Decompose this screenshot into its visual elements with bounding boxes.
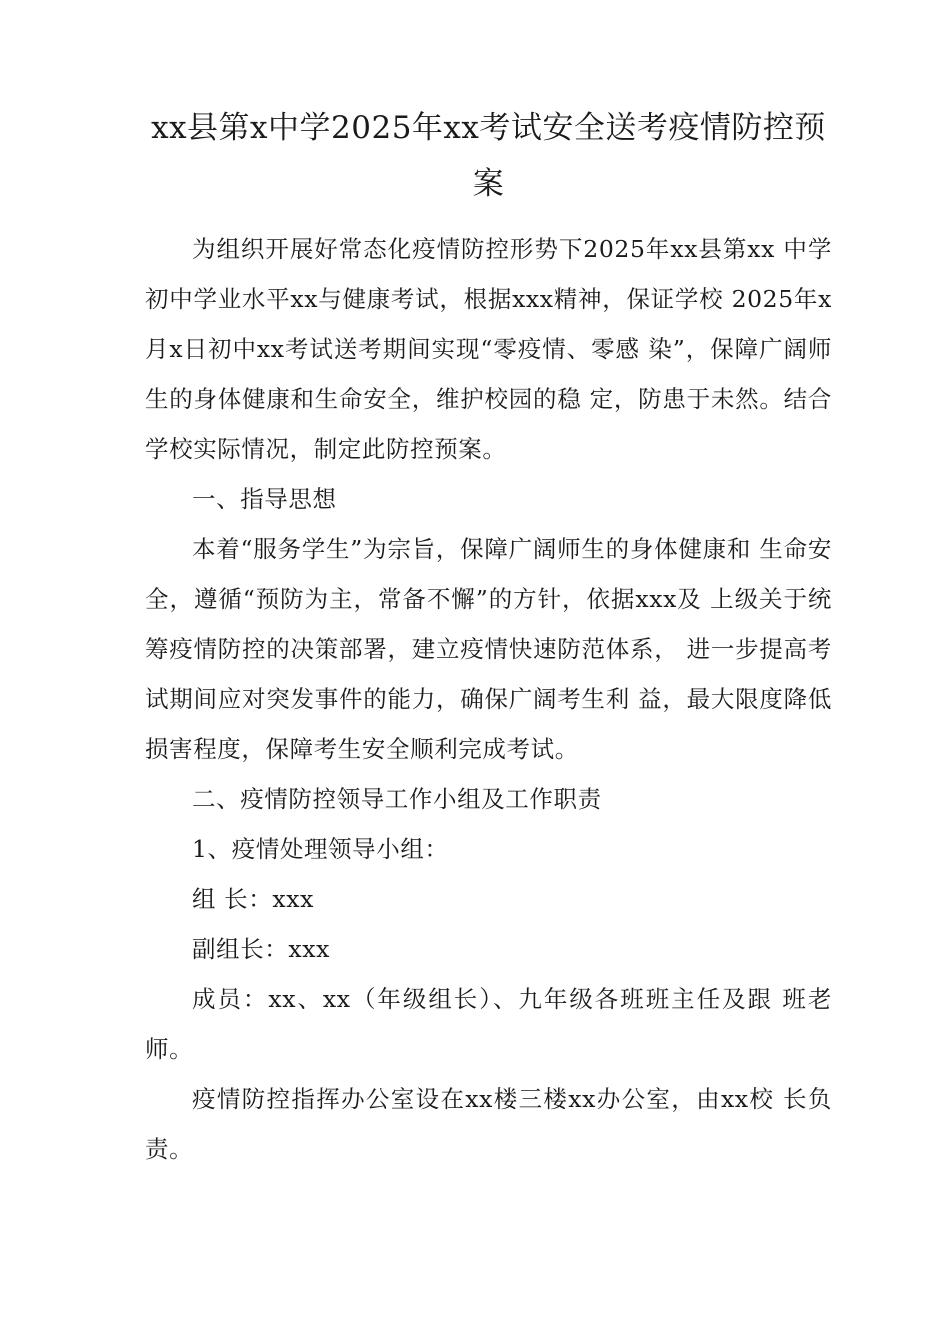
deputy-leader-line: 副组长：xxx bbox=[192, 935, 330, 963]
section-heading-guiding-ideology: 一、指导思想 bbox=[192, 485, 337, 513]
subsection-heading-leadership-group: 1、疫情处理领导小组： bbox=[192, 835, 449, 863]
office-paragraph: 疫情防控指挥办公室设在xx楼三楼xx办公室，由xx校 长负责。 bbox=[145, 1085, 832, 1163]
intro-paragraph: 为组织开展好常态化疫情防控形势下2025年xx县第xx 中学初中学业水平xx与健康考试，根据xxx精神，保证学校 2025年x月x日初中xx考试送考期间实现“零疫情、零感 染”，保障广阔师生的身体健康和生命安全，维护校园的稳 定，防患于未然。结合学校实际情况，制定此防控预案。 bbox=[145, 235, 832, 463]
members-paragraph: 成员：xx、xx（年级组长）、九年级各班班主任及跟 班老师。 bbox=[145, 985, 832, 1063]
group-leader-line: 组 长：xxx bbox=[192, 885, 314, 913]
guiding-ideology-paragraph: 本着“服务学生”为宗旨，保障广阔师生的身体健康和 生命安全，遵循“预防为主，常备不懈”的方针，依据xxx及 上级关于统筹疫情防控的决策部署，建立疫情快速防范体系， 进一步提高考试期间应对突发事件的能力，确保广阔考生利 益，最大限度降低损害程度，保障考生安全顺利完成考试。 bbox=[145, 535, 832, 763]
section-heading-leadership-group: 二、疫情防控领导工作小组及工作职责 bbox=[192, 785, 602, 813]
document-title: xx县第x中学2025年xx考试安全送考疫情防控预案 bbox=[151, 110, 826, 202]
